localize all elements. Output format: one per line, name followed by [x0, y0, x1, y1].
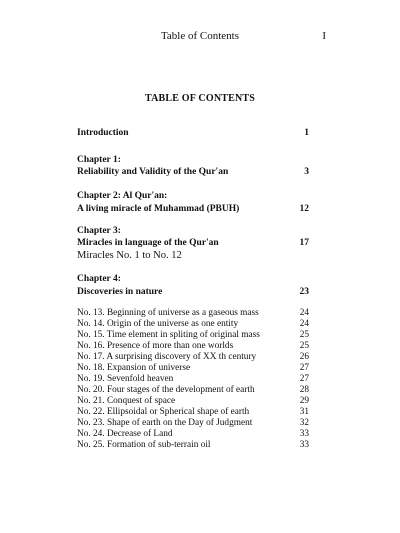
toc-item[interactable]: No. 17. A surprising discovery of XX th century 26 — [77, 352, 309, 362]
toc-item[interactable]: No. 21. Conquest of space 29 — [77, 396, 309, 406]
toc-item[interactable]: No. 14. Origin of the universe as one entity 24 — [77, 319, 309, 329]
toc-entry-label: A living miracle of Muhammad (PBUH) — [77, 204, 240, 214]
toc-item[interactable]: No. 19. Sevenfold heaven 27 — [77, 374, 309, 384]
toc-item[interactable]: No. 25. Formation of sub-terrain oil 33 — [77, 440, 309, 450]
toc-item[interactable]: No. 18. Expansion of universe 27 — [77, 363, 309, 373]
chapter-subtitle: Miracles No. 1 to No. 12 — [77, 250, 182, 261]
running-page-number: I — [322, 30, 326, 42]
toc-entry-chapter-4[interactable] — [77, 272, 309, 297]
toc-item[interactable]: No. 16. Presence of more than one worlds 25 — [77, 341, 309, 351]
toc-item[interactable]: No. 23. Shape of earth on the Day of Judgment 32 — [77, 418, 309, 428]
toc-item-list — [77, 308, 309, 451]
toc-entry-page: 12 — [299, 204, 309, 214]
toc-entry-page: 1 — [304, 128, 309, 138]
running-header-title: Table of Contents — [160, 30, 240, 42]
toc-item[interactable]: No. 13. Beginning of universe as a gaseous mass 24 — [77, 308, 309, 318]
toc-entry-chapter-1[interactable] — [77, 153, 309, 177]
chapter-heading: Chapter 3: — [77, 226, 121, 236]
toc-entry-page: 23 — [299, 287, 309, 297]
chapter-heading: Chapter 4: — [77, 274, 121, 284]
chapter-heading: Chapter 1: — [77, 155, 121, 165]
toc-title: TABLE OF CONTENTS — [144, 93, 256, 104]
toc-item[interactable]: No. 15. Time element in spliting of original mass 25 — [77, 330, 309, 340]
toc-item[interactable]: No. 20. Four stages of the development of earth 28 — [77, 385, 309, 395]
toc-entry-page: 17 — [299, 238, 309, 248]
toc-entry-chapter-2[interactable] — [77, 188, 309, 214]
toc-entry-page: 3 — [304, 167, 309, 177]
toc-item[interactable]: No. 22. Ellipsoidal or Spherical shape of earth 31 — [77, 407, 309, 417]
toc-entry-chapter-3[interactable] — [77, 224, 309, 261]
chapter-heading: Chapter 2: Al Qur'an: — [77, 191, 168, 201]
toc-item[interactable]: No. 24. Decrease of Land 33 — [77, 429, 309, 439]
toc-entry-introduction[interactable] — [77, 128, 309, 138]
toc-entry-label: Miracles in language of the Qur'an — [77, 238, 219, 248]
toc-entry-label: Discoveries in nature — [77, 287, 163, 297]
toc-entry-label: Introduction — [77, 128, 129, 138]
toc-entry-label: Reliability and Validity of the Qur'an — [77, 167, 229, 177]
